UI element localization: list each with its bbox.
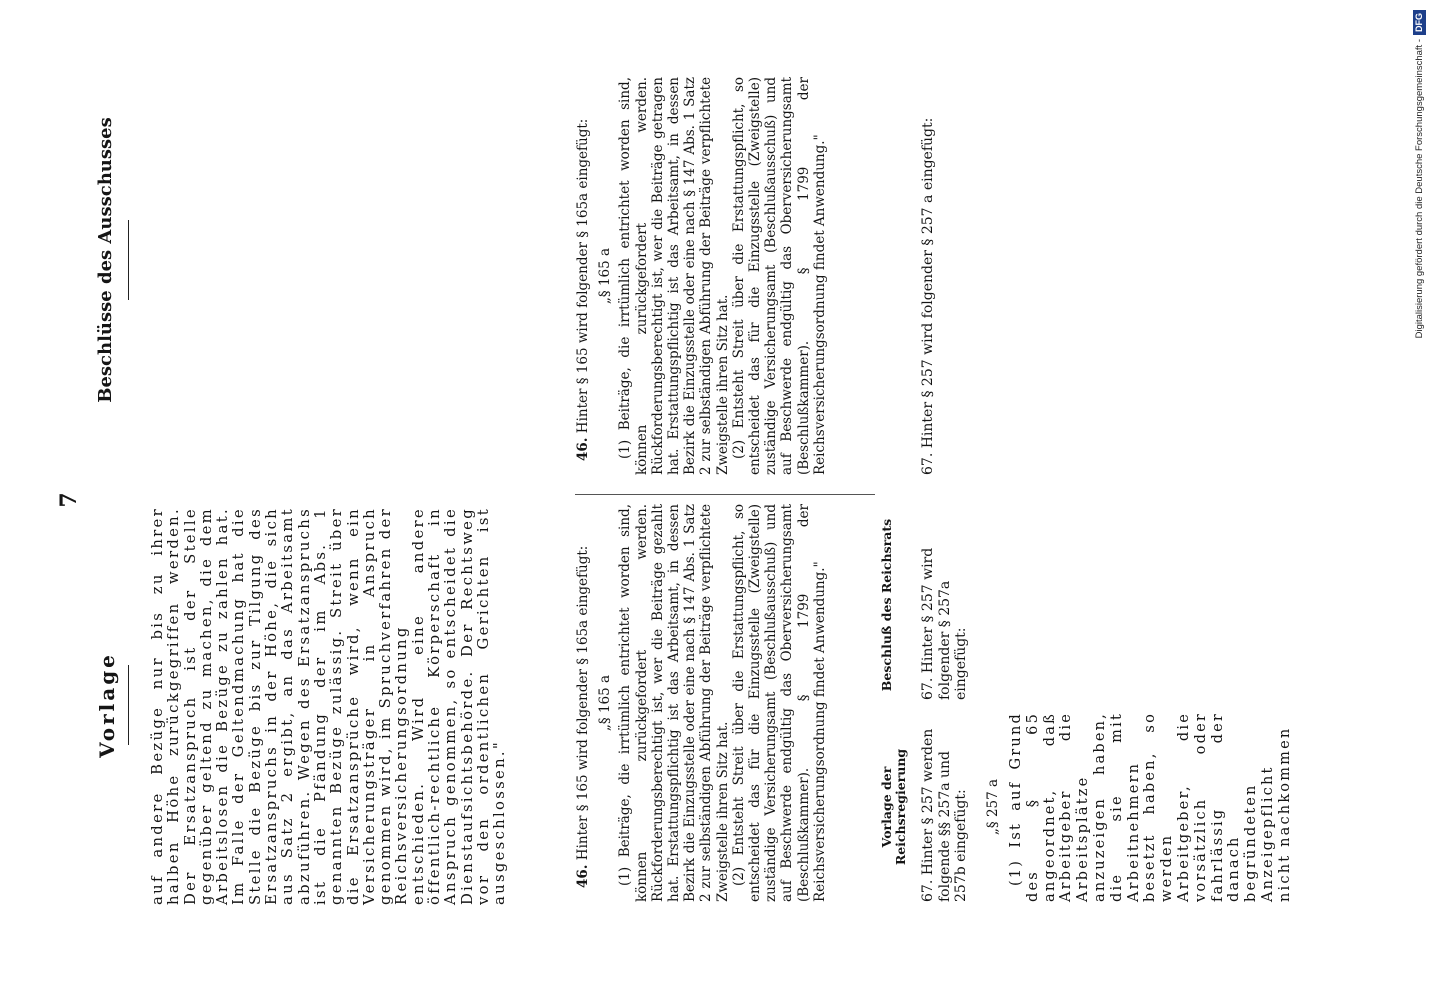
left-165a-para1: (1) Beiträge, die irrtümlich entrichtet worden sind, können zurückgefordert werden. Rückforderungsberechtigt ist, wer die Beiträge gezahlt hat. Erstattungspflichtig ist das Arbeitsamt, in dessen Bezirk die Einzugsstelle oder eine nach § 147 Abs. 1 Satz 2 zur selbständigen Abführung der Beiträge verpflichtete Zweigstelle ihren Sitz hat. — [617, 504, 731, 902]
credit-text: Digitalisierung gefördert durch die Deutsche Forschungsgemeinschaft - — [1414, 39, 1425, 339]
right-165a-para2: (2) Entsteht Streit über die Erstattungspflicht, so entscheidet das für die Einzugsstelle (Zweigstelle) zuständige Versicherungsamt (Beschlußausschuß) und auf Beschwerde endgültig das Oberversicherungsamt (Beschlußkammer). § 1799 der Reichsversicherungsordnung findet Anwendung." — [730, 77, 828, 475]
s257a-text — [1008, 712, 1294, 902]
continuation-text — [150, 507, 509, 905]
right-165a-para1: (1) Beiträge, die irrtümlich entrichtet worden sind, können zurückgefordert werden. Rückforderungsberechtigt ist, wer die Beiträge getragen hat. Erstattungspflichtig ist das Arbeitsamt, in dessen Bezirk die Einzugsstelle oder eine nach § 147 Abs. 1 Satz 2 zur selbständigen Abführung der Beiträge verpflichtete Zweigstelle ihren Sitz hat. — [617, 77, 731, 475]
left-46-intro: Hinter § 165 wird folgender § 165a eingefügt: — [575, 545, 591, 861]
continuation-paragraph: auf andere Bezüge nur bis zu ihrer halben Höhe zurückgegriffen werden. Der Ersatzanspruch ist der Stelle gegenüber geltend zu machen, die dem Arbeitslosen die Bezüge zu zahlen hat. Im Falle der Geltendmachung hat die Stelle die Bezüge bis zur Tilgung des Ersatzanspruchs in der Höhe, die sich aus Satz 2 ergibt, an das Arbeitsamt abzuführen. Wegen des Ersatzanspruchs ist die Pfändung der im Abs. 1 genannten Bezüge zulässig. Streit über die Ersatzansprüche wird, wenn ein Versicherungsträger in Anspruch genommen wird, im Spruchverfahren der Reichsversicherungsordnung entschieden. Wird eine andere öffentlich-rechtliche Körperschaft in Anspruch genommen, so entscheidet die Dienstaufsichtsbehörde. Der Rechtsweg vor den ordentlichen Gerichten ist ausgeschlossen." — [149, 507, 509, 905]
left-item-46 — [575, 504, 828, 902]
dfg-logo: DFG — [1413, 10, 1426, 35]
page-number: 7 — [56, 492, 82, 508]
vorlage-underline — [128, 665, 129, 745]
left-46-number: 46. — [575, 864, 591, 888]
s257a-title: „§ 257 a — [985, 778, 1001, 836]
regierung-67: 67. Hinter § 257 werden folgende §§ 257a und 257b eingefügt: — [920, 728, 969, 902]
vorlage-heading: Vorlage — [95, 652, 119, 758]
ausschuss-heading: Beschlüsse des Ausschusses — [95, 117, 116, 403]
ausschuss-underline — [128, 220, 129, 300]
s257a-paragraph: (1) Ist auf Grund des § 65 angeordnet, daß Arbeitgeber die Arbeitsplätze anzuzeigen haben, die sie mit Arbeitnehmern besetzt haben, so werden Arbeitgeber, die vorsätzlich oder fahrlässig der danach begründeten Anzeigepflicht nicht nachkommen — [1008, 712, 1293, 902]
ausschuss-67: 67. Hinter § 257 wird folgender § 257 a eingefügt: — [920, 117, 936, 475]
right-46-intro: Hinter § 165 wird folgender § 165a eingefügt: — [575, 118, 591, 434]
reichsrat-67: 67. Hinter § 257 wird folgender § 257a eingefügt: — [920, 547, 969, 700]
left-165a-title: „§ 165 a — [597, 674, 614, 732]
right-item-46 — [575, 77, 828, 475]
reichsrat-heading: Beschluß des Reichsrats — [879, 518, 894, 692]
right-165a-title: „§ 165 a — [597, 247, 614, 305]
column-divider — [575, 494, 875, 495]
right-46-number: 46. — [575, 437, 591, 461]
regierung-heading: Vorlage der Reichsregierung — [879, 748, 908, 866]
digitization-credit — [1408, 10, 1432, 390]
left-165a-para2: (2) Entsteht Streit über die Erstattungspflicht, so entscheidet das für die Einzugsstelle (Zweigstelle) zuständige Versicherungsamt (Beschlußausschuß) und auf Beschwerde endgültig das Oberversicherungsamt (Beschlußkammer). § 1799 der Reichsversicherungsordnung findet Anwendung." — [730, 504, 828, 902]
